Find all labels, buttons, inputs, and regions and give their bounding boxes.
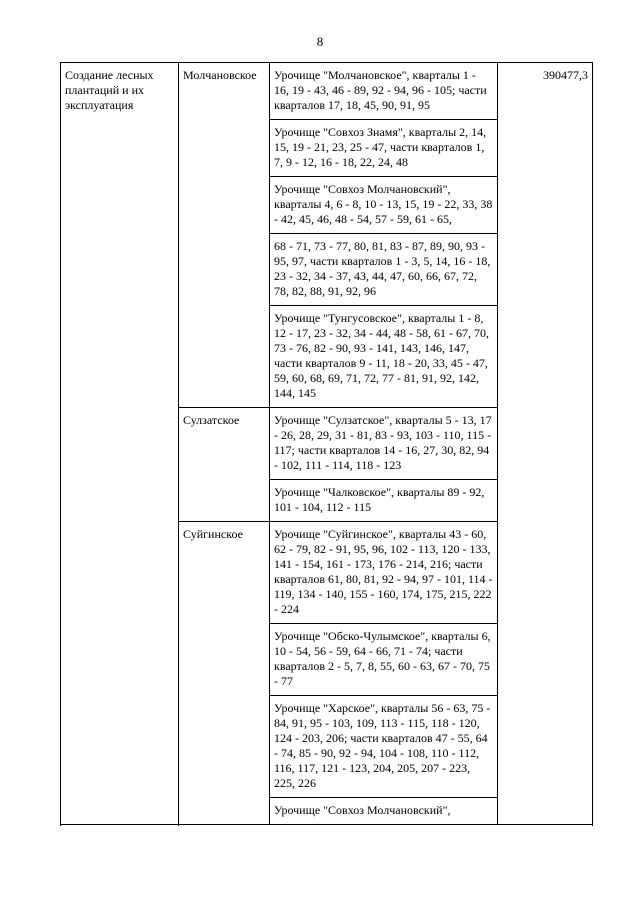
tract-cell: 68 - 71, 73 - 77, 80, 81, 83 - 87, 89, 90, 93 - 95, 97, части кварталов 1 - 3, 5, 14, 16 - 18, 23 - 32, 34 - 37, 43, 44, 47, 60, 66, 67, 72, 78, 82, 88, 91, 92, 96 <box>270 234 498 306</box>
forestry-cell: Сулзатское <box>179 408 270 522</box>
table-row <box>61 63 593 120</box>
tract-cell: Урочище "Чалковское", кварталы 89 - 92, 101 - 104, 112 - 115 <box>270 480 498 522</box>
forestry-cell: Молчановское <box>179 63 270 408</box>
tract-cell: Урочище "Совхоз Молчановский", <box>270 798 498 825</box>
tract-cell: Урочище "Совхоз Молчановский", кварталы 4, 6 - 8, 10 - 13, 15, 19 - 22, 33, 38 - 42, 45, 46, 48 - 54, 57 - 59, 61 - 65, <box>270 177 498 234</box>
forestry-cell: Суйгинское <box>179 522 270 825</box>
tract-cell: Урочище "Обско-Чулымское", кварталы 6, 10 - 54, 56 - 59, 64 - 66, 71 - 74; части кварталов 2 - 5, 7, 8, 55, 60 - 63, 67 - 70, 75 - 77 <box>270 624 498 696</box>
tract-cell: Урочище "Харское", кварталы 56 - 63, 75 - 84, 91, 95 - 103, 109, 113 - 115, 118 - 120, 124 - 203, 206; части кварталов 47 - 55, 64 - 74, 85 - 90, 92 - 94, 104 - 108, 110 - 112, 116, 117, 121 - 123, 204, 205, 207 - 223, 225, 226 <box>270 696 498 798</box>
forest-plantation-table <box>60 62 593 825</box>
activity-cell: Создание лесных плантаций и их эксплуатация <box>61 63 179 825</box>
tract-cell: Урочище "Молчановское", кварталы 1 - 16, 19 - 43, 46 - 89, 92 - 94, 96 - 105; части кварталов 17, 18, 45, 90, 91, 95 <box>270 63 498 120</box>
area-value-cell: 390477,3 <box>498 63 593 825</box>
page-number: 8 <box>316 34 324 49</box>
tract-cell: Урочище "Тунгусовское", кварталы 1 - 8, 12 - 17, 23 - 32, 34 - 44, 48 - 58, 61 - 67, 70, 73 - 76, 82 - 90, 93 - 141, 143, 146, 147, части кварталов 9 - 11, 18 - 20, 33, 45 - 47, 59, 60, 68, 69, 71, 72, 77 - 81, 91, 92, 142, 144, 145 <box>270 306 498 408</box>
tract-cell: Урочище "Сулзатское", кварталы 5 - 13, 17 - 26, 28, 29, 31 - 81, 83 - 93, 103 - 110, 115 - 117; части кварталов 14 - 16, 27, 30, 82, 94 - 102, 111 - 114, 118 - 123 <box>270 408 498 480</box>
tract-cell: Урочище "Совхоз Знамя", кварталы 2, 14, 15, 19 - 21, 23, 25 - 47, части кварталов 1, 7, 9 - 12, 16 - 18, 22, 24, 48 <box>270 120 498 177</box>
tract-cell: Урочище "Суйгинское", кварталы 43 - 60, 62 - 79, 82 - 91, 95, 96, 102 - 113, 120 - 133, 141 - 154, 161 - 173, 176 - 214, 216; части кварталов 61, 80, 81, 92 - 94, 97 - 101, 114 - 119, 134 - 140, 155 - 160, 174, 175, 215, 222 - 224 <box>270 522 498 624</box>
